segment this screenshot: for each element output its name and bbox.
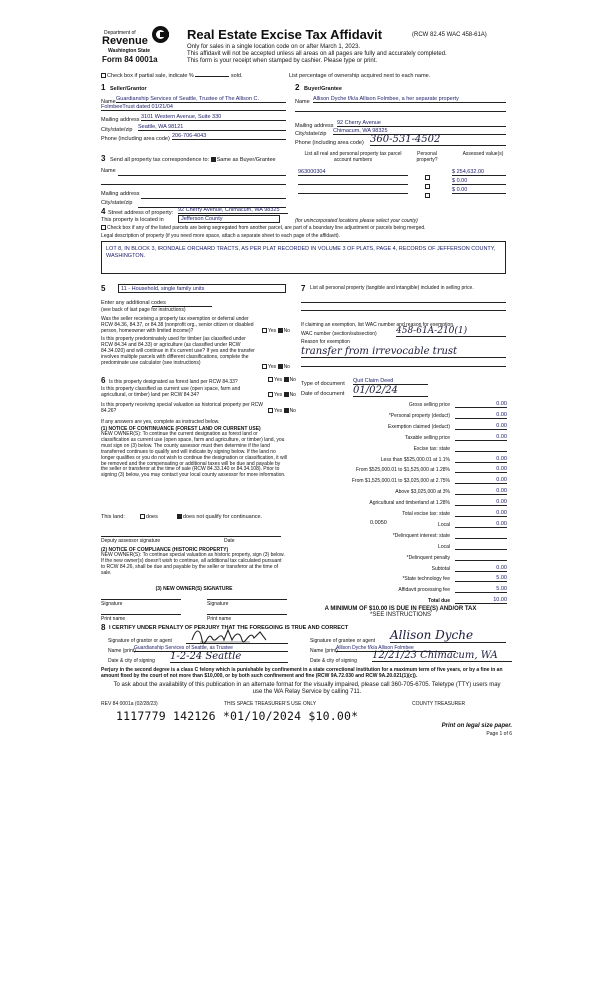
q-forest: Is this property designated as forest land per RCW 84.33? [109,379,238,385]
buyer-mail-label: Mailing address [295,123,334,129]
grantee-name-field[interactable]: Allison Dyche f/k/a Allison Folmbee [336,645,456,652]
parcel-account-1[interactable]: 963000304 [298,169,408,176]
unincorporated-note: (for unincorporated locations please select your county) [295,218,418,224]
tax-line-value[interactable]: 0.00 [455,412,507,419]
same-as-buyer-label: Same as Buyer/Grantee [216,157,276,163]
treasurer-only-label: THIS SPACE TREASURER'S USE ONLY [224,701,317,707]
notice2-text: NEW OWNER(S): To continue special valuation as historic property, sign (3) below. If the new owner(s) doesn't wish to continue, all additional tax calculated pursuant to RCW 84.26, shall be due and payable by the seller or transferor at the time of sale. [101,552,285,576]
new-owner-sig-label-2: Signature [207,601,229,607]
tax-line-value[interactable] [455,543,507,550]
revenue-label: Revenue [102,35,148,47]
new-owner-sig-title: (3) NEW OWNER(S) SIGNATURE [155,586,233,592]
exempt-label: If claiming an exemption, list WAC number and reason for exemption. [301,322,455,328]
personal-property-line-1 [301,302,506,303]
sold-label: sold. [230,73,243,79]
notice1-text: NEW OWNER(S): To continue the current designation as forest land or classification as current use (open space, farm and agriculture, or timber) land, you must sign on (3) below. The county assessor must then determine if the land transferred continues to qualify and will indicate by signing below. If the land no longer qualifies or you do not wish to continue the designation or classification, it will be removed and the compensating or additional taxes will be due and payable by the seller or transferor at the time of sale (RCW 84.33.140 or 84.34.108). Prior to signing (3) below, you may contact your local county assessor for more information. [101,431,287,479]
buyer-name-field[interactable]: Allison Dyche f/k/a Allison Folmbee, a her separate property [313,96,506,103]
partial-sale-checkbox[interactable] [101,73,106,78]
buyer-city-label: City/state/zip [295,131,327,137]
seller-name-field[interactable]: Guardianship Services of Seattle, Trustee of The Allison C. [116,96,286,103]
q-historic-yes[interactable] [268,408,273,413]
tax-line-label: Agricultural and timberland at 1.28% [369,500,450,507]
grantor-name-label: Name (print) [108,648,136,654]
header-note-3: This form is your receipt when stamped by cashier. Please type or print. [187,58,378,64]
additional-codes-label: Enter any additional codes [101,300,166,306]
does-label: does [145,514,158,520]
seller-phone-label: Phone (including area code) [101,136,170,142]
new-owner-print-label-1: Print name [101,616,126,622]
section5-number: 5 [101,284,106,293]
tax-line-value[interactable]: 0.00 [455,466,507,473]
segregated-row [101,225,511,231]
seller-mail-label: Mailing address [101,117,140,123]
tax-line-label: From $525,000.01 to $1,525,000 at 1.28% [356,467,450,474]
tax-line-label: Local [438,543,450,550]
minimum-due-note: A MINIMUM OF $10.00 IS DUE IN FEE(S) AND/OR TAX [324,606,477,612]
q-forest-yes[interactable] [268,377,273,382]
buyer-name-line-2 [295,111,506,112]
reason-line-2 [301,366,506,367]
tax-line-label: Exemption claimed (deduct) [388,423,450,430]
q-exemption-no[interactable] [278,328,283,333]
new-owner-sig-line-1 [101,599,181,600]
q-exemption-answer: Yes No [262,328,290,334]
correspondence-number: 3 [101,154,106,163]
buyer-city-field[interactable]: Chimacum, WA 98325 [333,128,506,135]
grantee-name-label: Name (print) [310,648,338,654]
form-title: Real Estate Excise Tax Affidavit [187,27,383,42]
parcel-value-1[interactable]: $ 254,632.00 [452,169,506,176]
dor-logo [100,24,186,68]
new-owner-print-line-1 [101,614,181,615]
parcel-col-assessed: Assessed value(s) [462,151,504,157]
doc-type-label: Type of document [301,381,345,387]
buyer-phone-label: Phone (including area code) [295,140,364,146]
seller-mail-field[interactable]: 3101 Western Avenue, Suite 330 [141,114,286,121]
q-timber-yes[interactable] [262,364,267,369]
parcel-value-3[interactable]: $ 0.00 [452,187,506,194]
alt-format-note: To ask about the availability of this publication in an alternate format for the visually impaired, please call 360-705-6705. Teletype (TTY) users may use the WA Relay Service by calling 711. [113,682,501,695]
corr-name-label: Name [101,168,116,174]
tax-line-label: Taxable selling price [404,434,450,441]
notice1-title: (1) NOTICE OF CONTINUANCE (FOREST LAND OR CURRENT USE) [101,426,261,432]
q-timber-answer: Yes No [262,364,290,370]
legal-label: Legal description of property (if you need more space, attach a separate sheet to each page of the affidavit). [101,233,340,239]
tax-line-label: *State technology fee [402,576,450,583]
parcel-personal-3[interactable] [425,187,431,205]
personal-property-line-2 [301,310,506,311]
corr-mail-label: Mailing address [101,191,140,197]
does-not-checkbox[interactable] [177,514,182,519]
section7-number: 7 [301,284,306,293]
use-code-select[interactable]: 11 - Household, single family units [118,284,286,293]
tax-line-label: Excise tax: state [413,445,450,452]
grantee-sig-label: Signature of grantee or agent [310,638,376,644]
q-current-use-no[interactable] [284,392,289,397]
legal-description-field[interactable]: LOT 8, IN BLOCK 3, IRONDALE ORCHARD TRACTS, AS PER PLAT RECORDED IN VOLUME 3 OF PLATS, PAGE 4, RECORDS OF JEFFERSON COUNTY, WASHINGTON. [101,241,506,274]
certify-label: I CERTIFY UNDER PENALTY OF PERJURY THAT THE FOREGOING IS TRUE AND CORRECT [109,625,349,631]
seller-number: 1 [101,83,106,92]
section6-number: 6 [101,376,106,385]
q-historic: Is this property receiving special valuation as historical property per RCW 84.26? [101,402,264,414]
grantee-date-label: Date & city of signing [310,658,357,664]
tax-line-label: *Delinquent penalty [406,554,450,561]
county-treasurer-label: COUNTY TREASURER [412,701,466,707]
tax-line-value[interactable]: 0.00 [455,565,507,572]
tax-line-label: Total excise tax: state [402,511,450,517]
tax-line-label: Affidavit processing fee [398,587,450,594]
corr-city-label: City/state/zip [101,200,133,206]
buyer-heading: Buyer/Grantee [304,86,342,92]
does-not-label: does not qualify for continuance. [182,514,263,520]
grantor-name-field[interactable]: Guardianship Services of Seattle, as Trustee [134,645,288,652]
tax-line-value[interactable]: 0.00 [455,488,507,495]
parcel-value-2[interactable]: $ 0.00 [452,178,506,185]
q-current-use: Is this property classified as current use (open space, farm and agricultural, or timber) land per RCW 84.34? [101,386,241,398]
doc-type-field[interactable]: Quit Claim Deed [353,378,428,385]
grantor-signature-icon [190,626,268,646]
local-rate: 0.0050 [370,520,387,526]
section4-number: 4 [101,207,106,216]
dor-logo-icon [152,26,169,43]
q-timber: Is this property predominately used for timber (as classified under RCW 84.34 and 84.33) or agriculture (as classified under RCW 84.34.020) and will continue in it's current use? If yes and the transfer involves multiple parcels with different classifications, complete the predominate use calculator (see instructions) [101,336,255,366]
grantor-sig-label: Signature of grantor or agent [108,638,172,644]
form-number: Form 84 0001a [102,55,158,64]
located-label: This property is located in [101,217,164,223]
header-note-1: Only for sales in a single location code on or after March 1, 2023. [187,44,361,50]
q-forest-no[interactable] [284,377,289,382]
tax-line-value[interactable]: 0.00 [455,499,507,506]
buyer-name-label: Name [295,99,310,105]
tax-line-value[interactable]: 0.00 [455,456,507,463]
q-current-use-answer: Yes No [268,392,296,398]
grantor-signature[interactable] [190,626,268,646]
corr-name-line-2 [101,184,286,185]
q-exemption: Was the seller receiving a property tax exemption or deferral under RCW 84.36, 84.37, or 84.38 (nonprofit org., senior citizen or disabled person, homeowner with limited income)? [101,316,254,334]
partial-sale-label: Check box if partial sale, indicate % [107,73,194,79]
reason-field[interactable]: transfer from irrevocable trust [301,346,506,358]
wac-field[interactable]: 458-61A-210(1) [396,326,506,337]
grantee-date-field[interactable]: 12/21/23 Chimacum, WA [372,650,512,662]
wac-label: WAC number (section/subsection) [301,331,377,337]
tax-line-label: Local [438,521,450,528]
header-note-2: This affidavit will not be accepted unless all areas on all pages are fully and accurately completed. [187,51,447,57]
personal-property-label: List all personal property (tangible and intangible) included in selling price. [310,285,474,291]
parcel-account-3[interactable] [298,187,408,194]
deputy-date-label: Date [224,538,235,544]
seller-name-label: Name [101,99,116,105]
tax-line-value[interactable]: 10.00 [455,597,507,604]
tax-line-label: Less than $525,000.01 at 1.1% [380,456,450,463]
instruct-label: If any answers are yes, complete as instructed below. [101,419,220,425]
q-exemption-yes[interactable] [262,328,267,333]
notice2-title: (2) NOTICE OF COMPLIANCE (HISTORIC PROPERTY) [101,547,229,553]
this-land-row [101,514,262,521]
buyer-mail-field[interactable]: 92 Cherry Avenue [337,120,506,127]
treasurer-stamp: 1117779 142126 *01/10/2024 $10.00* [116,709,359,723]
tax-line-label: *Personal property (deduct) [388,412,450,419]
seller-heading: Seller/Grantor [110,86,147,92]
correspondence-row [110,157,276,164]
grantor-date-label: Date & city of signing [108,658,155,664]
tax-line-value[interactable] [455,532,507,539]
q-forest-answer: Yes No [268,377,296,383]
tax-line-value[interactable] [455,554,507,561]
seller-city-field[interactable]: Seattle, WA 98121 [138,124,286,131]
tax-line-value[interactable]: 0.00 [455,401,507,408]
tax-line-value[interactable]: 0.00 [455,521,507,528]
deputy-line [101,536,281,537]
this-land-label: This land: [101,514,125,520]
street-field[interactable]: 92 Cherry Avenue, Chimacum, WA 98325 [178,207,288,214]
tax-line-label: From $1,525,000.01 to $3,025,000 at 2.75% [351,478,450,485]
doc-date-label: Date of document [301,391,345,397]
tax-line-value[interactable]: 0.00 [455,477,507,484]
perjury-note: Perjury in the second degree is a class C felony which is punishable by confinement in a state correctional institution for a maximum term of five years, or by a fine in an amount fixed by the court of not more than $10,000, or by both such confinement and fine (RCW 9A.72.030 and RCW 9A.20.021(1)(c)). [101,667,503,679]
new-owner-print-label-2: Print name [207,616,232,622]
tax-line-label: Gross selling price [408,402,450,408]
deputy-label: Deputy assessor signature [101,538,161,544]
correspondence-label: Send all property tax correspondence to: [110,157,210,163]
buyer-phone-field[interactable]: 360-531-4502 [370,134,506,146]
grantor-date-field[interactable]: 1-2-24 Seattle [170,651,288,663]
tax-line-value[interactable]: 5.00 [455,586,507,593]
street-label: Street address of property: [108,210,174,216]
corr-name-line [118,175,286,176]
county-select[interactable]: Jefferson County [178,215,280,223]
parcel-col-account: List all real and personal property tax parcel account numbers [304,151,402,163]
tax-line-label: *Delinquent interest: state [392,532,450,539]
seller-city-label: City/state/zip [101,127,133,133]
page-number: Page 1 of 6 [486,731,512,737]
form-rcw: (RCW 82.45 WAC 458-61A) [412,32,487,38]
doc-date-field[interactable]: 01/02/24 [353,386,428,397]
new-owner-print-line-2 [207,614,287,615]
same-as-buyer-checkbox[interactable] [211,157,216,162]
additional-codes-note: (see back of last page for instructions) [101,307,186,313]
section8-number: 8 [101,623,106,632]
tax-line-value[interactable]: 0.00 [455,510,507,517]
tax-line-label: Subtotal [431,565,450,572]
partial-sale-row [101,73,243,80]
tax-line-value[interactable]: 0.00 [455,434,507,441]
see-instructions-note: *SEE INSTRUCTIONS [369,612,431,618]
new-owner-sig-label-1: Signature [101,601,123,607]
segregated-label: Check box if any of the listed parcels are being segregated from another parcel, are part of a boundary line adjustment or parcels being merged. [107,225,426,231]
state-label: Washington State [108,48,151,54]
seller-phone-field[interactable]: 206-706-4043 [172,133,286,140]
tax-line-value[interactable]: 5.00 [455,575,507,582]
q-timber-no[interactable] [278,364,283,369]
does-checkbox[interactable] [140,514,145,519]
tax-line-value[interactable] [455,445,507,452]
buyer-number: 2 [295,83,300,92]
tax-line-label: Above $3,025,000 at 3% [395,489,450,496]
parcel-col-personal: Personal property? [416,151,438,163]
corr-mail-line [141,198,286,199]
segregated-checkbox[interactable] [101,225,106,230]
legal-paper-note: Print on legal size paper. [441,723,512,729]
reason-label: Reason for exemption [301,339,350,345]
q-historic-answer: Yes No [268,408,296,414]
ownership-note: List percentage of ownership acquired next to each name. [289,73,431,79]
tax-line-label: Total due [428,598,450,605]
q-historic-no[interactable] [284,408,289,413]
grantee-sig-field[interactable]: Allison Dyche [390,628,506,643]
rev-label: REV 84 0001a (02/28/23) [101,701,158,707]
dept-label: Department of [104,30,136,36]
tax-line-value[interactable]: 0.00 [455,423,507,430]
seller-name-field-2[interactable]: FolmbeeTrust dated 01/21/04 [101,104,286,111]
parcel-account-2[interactable] [298,178,408,185]
new-owner-sig-line-2 [207,599,287,600]
q-current-use-yes[interactable] [268,392,273,397]
